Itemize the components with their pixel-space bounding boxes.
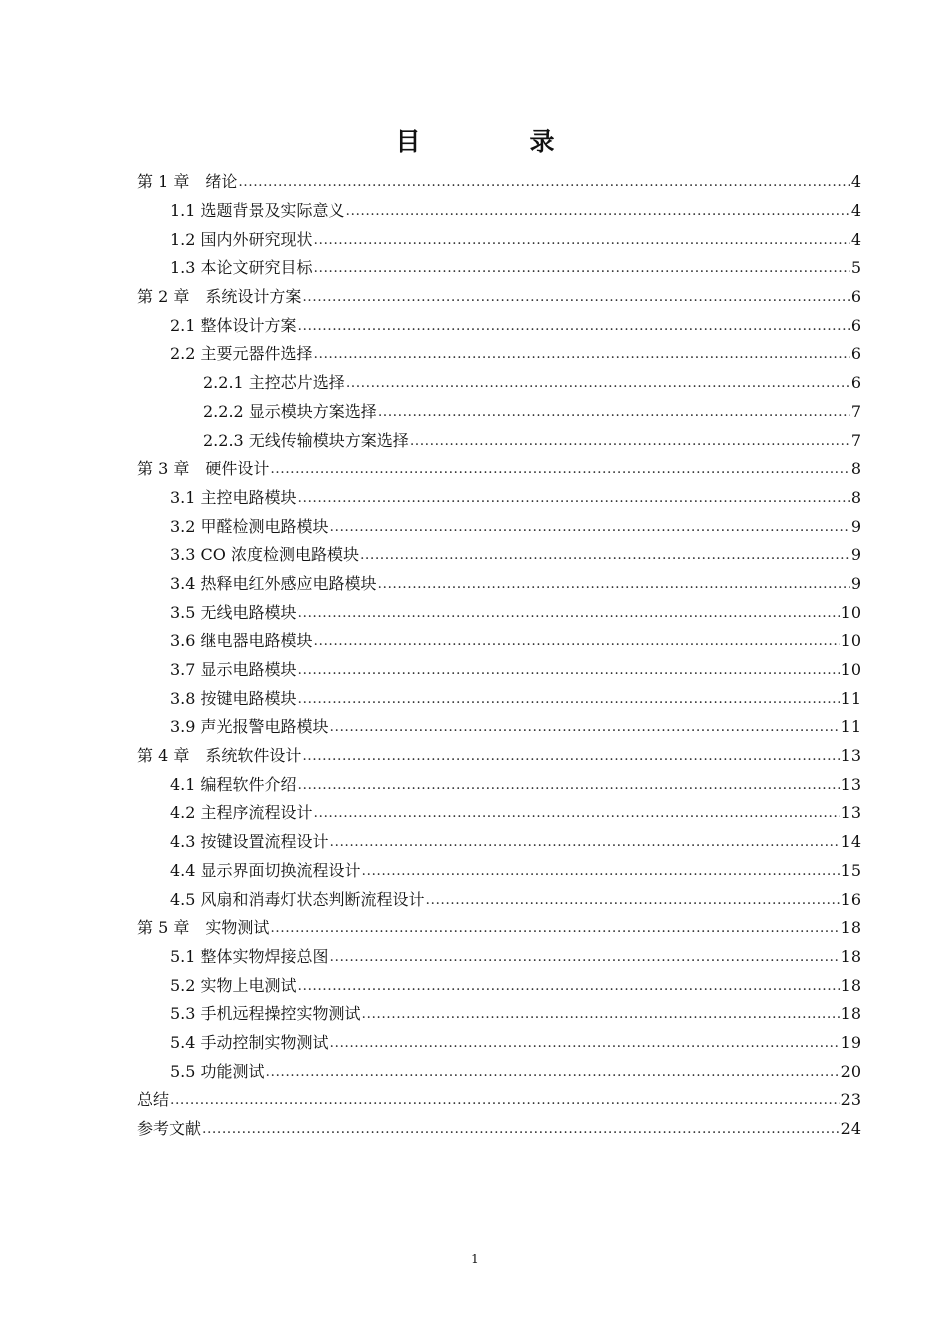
toc-entry[interactable]: [137, 1115, 861, 1144]
toc-entry-label: 2.2.2 显示模块方案选择: [203, 401, 377, 421]
toc-entry-label: 4.5 风扇和消毒灯状态判断流程设计: [170, 889, 425, 909]
toc-dot-leader: [314, 799, 840, 827]
toc-entry[interactable]: [137, 398, 861, 427]
table-of-contents: [137, 168, 861, 1143]
toc-dot-leader: [298, 656, 840, 684]
toc-entry-page: 10: [840, 602, 861, 622]
toc-dot-leader: [330, 1029, 840, 1057]
toc-entry[interactable]: [137, 656, 861, 685]
toc-dot-leader: [314, 627, 840, 655]
toc-entry[interactable]: [137, 828, 861, 857]
toc-dot-leader: [378, 570, 850, 598]
toc-dot-leader: [314, 254, 850, 282]
toc-entry[interactable]: [137, 426, 861, 455]
toc-entry[interactable]: [137, 541, 861, 570]
toc-entry[interactable]: [137, 455, 861, 484]
toc-entry-label: 2.2.1 主控芯片选择: [203, 373, 345, 393]
toc-entry[interactable]: [137, 1057, 861, 1086]
toc-dot-leader: [410, 427, 850, 455]
toc-entry-page: 4: [850, 229, 861, 249]
toc-dot-leader: [298, 312, 850, 340]
toc-entry-page: 7: [850, 401, 861, 421]
toc-title: 目 录: [395, 127, 597, 156]
toc-entry[interactable]: [137, 570, 861, 599]
toc-entry-label: 2.2 主要元器件选择: [170, 344, 313, 364]
toc-dot-leader: [330, 943, 840, 971]
toc-dot-leader: [362, 857, 840, 885]
toc-entry[interactable]: [137, 254, 861, 283]
toc-entry-label: 5.5 功能测试: [170, 1061, 265, 1081]
toc-entry-page: 6: [850, 344, 861, 364]
toc-dot-leader: [314, 226, 850, 254]
toc-entry[interactable]: [137, 857, 861, 886]
toc-entry-label: 3.4 热释电红外感应电路模块: [170, 573, 377, 593]
toc-entry[interactable]: [137, 1086, 861, 1115]
toc-entry-page: 13: [840, 774, 861, 794]
toc-dot-leader: [426, 886, 840, 914]
toc-entry-label: 4.4 显示界面切换流程设计: [170, 860, 361, 880]
toc-entry[interactable]: [137, 225, 861, 254]
toc-entry-label: 2.2.3 无线传输模块方案选择: [203, 430, 409, 450]
toc-entry[interactable]: [137, 1029, 861, 1058]
toc-entry-label: 3.2 甲醛检测电路模块: [170, 516, 329, 536]
toc-entry-page: 8: [850, 487, 861, 507]
toc-entry[interactable]: [137, 197, 861, 226]
toc-entry[interactable]: [137, 369, 861, 398]
toc-entry-label: 第 3 章 硬件设计: [137, 459, 270, 479]
toc-entry-page: 15: [840, 860, 861, 880]
toc-entry-page: 13: [840, 746, 861, 766]
toc-dot-leader: [362, 1000, 840, 1028]
toc-entry-page: 10: [840, 660, 861, 680]
toc-entry-page: 14: [840, 832, 861, 852]
toc-dot-leader: [302, 283, 849, 311]
toc-entry[interactable]: [137, 770, 861, 799]
toc-entry[interactable]: [137, 484, 861, 513]
toc-entry-page: 11: [840, 688, 861, 708]
toc-entry-page: 11: [840, 717, 861, 737]
toc-entry-page: 18: [840, 918, 861, 938]
toc-entry[interactable]: [137, 627, 861, 656]
toc-entry[interactable]: [137, 311, 861, 340]
toc-dot-leader: [238, 168, 849, 196]
toc-entry-label: 4.3 按键设置流程设计: [170, 832, 329, 852]
toc-entry-page: 16: [840, 889, 861, 909]
toc-entry-label: 3.1 主控电路模块: [170, 487, 297, 507]
toc-entry-page: 10: [840, 631, 861, 651]
toc-entry-label: 3.8 按键电路模块: [170, 688, 297, 708]
toc-entry-label: 5.1 整体实物焊接总图: [170, 946, 329, 966]
toc-entry[interactable]: [137, 799, 861, 828]
toc-dot-leader: [314, 340, 850, 368]
toc-entry[interactable]: [137, 914, 861, 943]
toc-dot-leader: [266, 1058, 840, 1086]
toc-entry-label: 3.5 无线电路模块: [170, 602, 297, 622]
toc-entry-label: 参考文献: [137, 1119, 202, 1139]
toc-dot-leader: [346, 369, 850, 397]
toc-entry-page: 24: [840, 1119, 861, 1139]
toc-dot-leader: [270, 455, 849, 483]
toc-entry-label: 3.7 显示电路模块: [170, 660, 297, 680]
toc-entry[interactable]: [137, 971, 861, 1000]
toc-dot-leader: [330, 713, 840, 741]
toc-entry[interactable]: [137, 598, 861, 627]
toc-entry-label: 1.3 本论文研究目标: [170, 258, 313, 278]
toc-entry[interactable]: [137, 1000, 861, 1029]
toc-entry-page: 13: [840, 803, 861, 823]
toc-entry-page: 4: [850, 172, 861, 192]
toc-entry-page: 23: [840, 1090, 861, 1110]
toc-entry[interactable]: [137, 340, 861, 369]
toc-dot-leader: [202, 1115, 840, 1143]
toc-entry[interactable]: [137, 885, 861, 914]
toc-dot-leader: [330, 828, 840, 856]
toc-dot-leader: [330, 513, 850, 541]
toc-entry-page: 7: [850, 430, 861, 450]
toc-entry[interactable]: [137, 512, 861, 541]
toc-dot-leader: [302, 742, 839, 770]
toc-dot-leader: [346, 197, 850, 225]
toc-entry-page: 18: [840, 975, 861, 995]
toc-entry-page: 5: [850, 258, 861, 278]
toc-entry-label: 1.2 国内外研究现状: [170, 229, 313, 249]
toc-dot-leader: [298, 972, 840, 1000]
toc-dot-leader: [298, 685, 840, 713]
toc-dot-leader: [360, 541, 850, 569]
toc-entry[interactable]: [137, 168, 861, 197]
toc-entry-label: 3.9 声光报警电路模块: [170, 717, 329, 737]
toc-entry-page: 4: [850, 201, 861, 221]
toc-entry-page: 6: [850, 373, 861, 393]
toc-entry-page: 18: [840, 1004, 861, 1024]
toc-entry[interactable]: [137, 742, 861, 771]
toc-entry-label: 总结: [137, 1090, 170, 1110]
toc-entry-label: 4.1 编程软件介绍: [170, 774, 297, 794]
toc-dot-leader: [298, 599, 840, 627]
toc-entry[interactable]: [137, 684, 861, 713]
toc-entry-page: 18: [840, 946, 861, 966]
page-number: 1: [471, 1252, 479, 1266]
toc-entry-page: 8: [850, 459, 861, 479]
toc-entry[interactable]: [137, 943, 861, 972]
toc-entry-page: 20: [840, 1061, 861, 1081]
toc-entry[interactable]: [137, 713, 861, 742]
toc-entry-page: 9: [850, 573, 861, 593]
toc-entry-label: 1.1 选题背景及实际意义: [170, 201, 345, 221]
toc-entry-label: 第 5 章 实物测试: [137, 918, 270, 938]
toc-dot-leader: [378, 398, 850, 426]
toc-dot-leader: [298, 771, 840, 799]
toc-entry-page: 6: [850, 287, 861, 307]
toc-dot-leader: [270, 914, 839, 942]
toc-entry-label: 4.2 主程序流程设计: [170, 803, 313, 823]
toc-entry-label: 5.4 手动控制实物测试: [170, 1032, 329, 1052]
toc-entry-label: 3.6 继电器电路模块: [170, 631, 313, 651]
toc-entry-label: 5.3 手机远程操控实物测试: [170, 1004, 361, 1024]
toc-entry-page: 9: [850, 545, 861, 565]
toc-entry-label: 5.2 实物上电测试: [170, 975, 297, 995]
toc-entry-label: 第 4 章 系统软件设计: [137, 746, 302, 766]
toc-entry-page: 19: [840, 1032, 861, 1052]
toc-entry[interactable]: [137, 283, 861, 312]
toc-entry-page: 9: [850, 516, 861, 536]
toc-entry-label: 第 2 章 系统设计方案: [137, 287, 302, 307]
toc-entry-label: 3.3 CO 浓度检测电路模块: [170, 545, 359, 565]
toc-entry-label: 2.1 整体设计方案: [170, 315, 297, 335]
toc-entry-page: 6: [850, 315, 861, 335]
toc-dot-leader: [298, 484, 850, 512]
toc-dot-leader: [170, 1086, 840, 1114]
toc-entry-label: 第 1 章 绪论: [137, 172, 238, 192]
